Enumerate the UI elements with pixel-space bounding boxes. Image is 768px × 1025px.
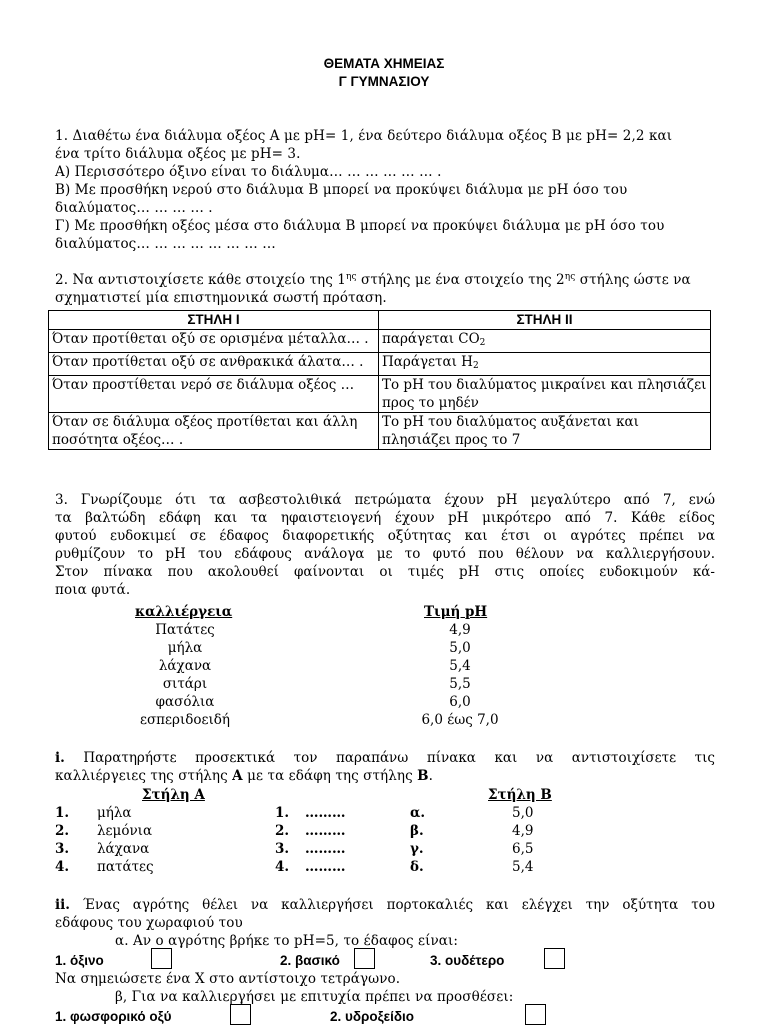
q3-line: ποια φυτά. xyxy=(55,582,131,598)
table-cell: Το pH του διαλύματος αυξάνεται και πλησιάζει προς το 7 xyxy=(379,413,711,450)
answer-blank[interactable]: ……… xyxy=(305,859,346,875)
q3-line: Στον πίνακα που ακολουθεί φαίνονται οι τιμές pH στις οποίες ευδοκιμούν κά- xyxy=(55,564,715,580)
answer-number: 3. xyxy=(275,841,290,857)
option-hydroxide-checkbox[interactable] xyxy=(525,1004,546,1025)
qii-line-3: α. Αν ο αγρότης βρήκε το pH=5, το έδαφος είναι: xyxy=(115,933,459,949)
answer-number: 2. xyxy=(275,823,290,839)
row-value: 5,0 xyxy=(512,805,534,821)
crop-name: εσπεριδοειδή xyxy=(139,712,231,728)
crop-name: μήλα xyxy=(167,640,203,656)
option-neutral-checkbox[interactable] xyxy=(544,948,565,969)
qii-line-4: Να σημειώσετε ένα Χ στο αντίστοιχο τετράγωνο. xyxy=(55,971,401,987)
q1-line: διαλύματος… … … … … … … … xyxy=(55,236,276,252)
q3-line: ρυθμίζουν το pH του εδάφους ανάλογα με το φυτό που θέλουν να καλλιεργήσουν. xyxy=(55,546,715,562)
option-phosphoric-checkbox[interactable] xyxy=(230,1004,251,1025)
q3-line: φυτού ευδοκιμεί σε έδαφος διαφορετικής οξύτητας και έτσι οι αγρότες πρέπει να xyxy=(55,528,715,544)
q3-line: 3. Γνωρίζουμε ότι τα ασβεστολιθικά πετρώματα έχουν pH μεγαλύτερο από 7, ενώ xyxy=(55,492,715,508)
column-b-header: Στήλη Β xyxy=(488,787,552,803)
crop-ph: 6,0 έως 7,0 xyxy=(421,712,499,728)
table-row xyxy=(49,413,711,450)
option-phosphoric-label: 1. φωσφορικό οξύ xyxy=(55,1009,172,1024)
ph-column-header: Τιμή pH xyxy=(424,604,488,620)
qi-line-2: καλλιέργειες της στήλης Α με τα εδάφη της στήλης Β. xyxy=(55,768,434,784)
row-number: 1. xyxy=(55,805,70,821)
crop-name: Πατάτες xyxy=(155,622,215,638)
matching-table xyxy=(48,310,711,450)
row-number: 2. xyxy=(55,823,70,839)
table-cell: Όταν προτίθεται οξύ σε ανθρακικά άλατα… . xyxy=(49,353,379,376)
option-acidic-label: 1. όξινο xyxy=(55,953,104,968)
answer-blank[interactable]: ……… xyxy=(305,841,346,857)
row-number: 4. xyxy=(55,859,70,875)
crop-name: φασόλια xyxy=(155,694,215,710)
answer-number: 4. xyxy=(275,859,290,875)
table-cell: Παράγεται $H_2$ xyxy=(379,353,711,376)
q1-line: Α) Περισσότερο όξινο είναι το διάλυμα… … … … … … . xyxy=(55,164,442,180)
crop-ph: 5,4 xyxy=(449,658,471,674)
crop-column-header: καλλιέργεια xyxy=(135,604,233,620)
row-value: 6,5 xyxy=(512,841,534,857)
option-hydroxide-label: 2. υδροξείδιο xyxy=(330,1009,415,1024)
row-letter: α. xyxy=(410,805,426,821)
q2-intro-line-2: σχηματιστεί μία επιστημονικά σωστή πρόταση. xyxy=(55,290,387,306)
q3-line: τα βαλτώδη εδάφη και τα ηφαιστειογενή έχουν pH μικρότερο από 7. Κάθε είδος xyxy=(55,510,715,526)
table-cell: Όταν προστίθεται νερό σε διάλυμα οξέος … xyxy=(49,376,379,413)
row-letter: β. xyxy=(410,823,424,839)
table-cell: Το pH του διαλύματος μικραίνει και πλησιάζει προς το μηδέν xyxy=(379,376,711,413)
row-letter: δ. xyxy=(410,859,424,875)
table-row xyxy=(49,353,711,376)
option-neutral-label: 3. ουδέτερο xyxy=(430,953,505,968)
table-row xyxy=(49,376,711,413)
row-crop: λάχανα xyxy=(97,841,150,857)
q1-line: Γ) Με προσθήκη οξέος μέσα στο διάλυμα Β μπορεί να προκύψει διάλυμα με pH όσο του xyxy=(55,218,665,234)
title-line-1: ΘΕΜΑΤΑ ΧΗΜΕΙΑΣ xyxy=(323,56,445,71)
crop-name: λάχανα xyxy=(158,658,212,674)
q1-line: 1. Διαθέτω ένα διάλυμα οξέος Α με pH= 1, ένα δεύτερο διάλυμα οξέος Β με pH= 2,2 και xyxy=(55,128,673,144)
table-row xyxy=(49,330,711,353)
table-header-col2: ΣΤΗΛΗ ΙΙ xyxy=(379,311,711,330)
q1-line: Β) Με προσθήκη νερού στο διάλυμα Β μπορεί να προκύψει διάλυμα με pH όσο του xyxy=(55,182,628,198)
option-basic-label: 2. βασικό xyxy=(280,953,340,968)
row-value: 4,9 xyxy=(512,823,534,839)
column-a-header: Στήλη Α xyxy=(142,787,205,803)
answer-number: 1. xyxy=(275,805,290,821)
table-header-col1: ΣΤΗΛΗ Ι xyxy=(49,311,379,330)
q2-intro: 2. Να αντιστοιχίσετε κάθε στοιχείο της $1^{\eta\varsigma}$ στήλης με ένα στοιχείο της $2^{\eta\varsigma}$ στήλης ώστε να xyxy=(55,272,691,288)
option-basic-checkbox[interactable] xyxy=(354,948,375,969)
crop-name: σιτάρι xyxy=(162,676,208,692)
row-letter: γ. xyxy=(410,841,424,857)
table-cell: Όταν προτίθεται οξύ σε ορισμένα μέταλλα… . xyxy=(49,330,379,353)
row-crop: μήλα xyxy=(97,805,132,821)
row-number: 3. xyxy=(55,841,70,857)
row-value: 5,4 xyxy=(512,859,534,875)
qii-line-2: εδάφους του χωραφιού του xyxy=(55,915,243,931)
crop-ph: 6,0 xyxy=(449,694,471,710)
table-cell: Όταν σε διάλυμα οξέος προτίθεται και άλλη ποσότητα οξέος… . xyxy=(49,413,379,450)
row-crop: πατάτες xyxy=(97,859,154,875)
qii-line-1: ii. Ένας αγρότης θέλει να καλλιεργήσει πορτοκαλιές και ελέγχει την οξύτητα του xyxy=(55,897,715,913)
q1-line: διαλύματος… … … … . xyxy=(55,200,213,216)
crop-ph: 5,5 xyxy=(449,676,471,692)
q1-line: ένα τρίτο διάλυμα οξέος με pH= 3. xyxy=(55,146,301,162)
answer-blank[interactable]: ……… xyxy=(305,823,346,839)
title-line-2: Γ ΓΥΜΝΑΣΙΟΥ xyxy=(338,74,430,89)
option-acidic-checkbox[interactable] xyxy=(151,948,172,969)
crop-ph: 4,9 xyxy=(449,622,471,638)
table-cell: παράγεται $CO_2$ xyxy=(379,330,711,353)
row-crop: λεμόνια xyxy=(97,823,153,839)
crop-ph: 5,0 xyxy=(449,640,471,656)
qi-line-1: i. Παρατηρήστε προσεκτικά τον παραπάνω πίνακα και να αντιστοιχίσετε τις xyxy=(55,750,715,766)
qii-line-5: β, Για να καλλιεργήσει με επιτυχία πρέπει να προσθέσει: xyxy=(115,989,514,1005)
answer-blank[interactable]: ……… xyxy=(305,805,346,821)
